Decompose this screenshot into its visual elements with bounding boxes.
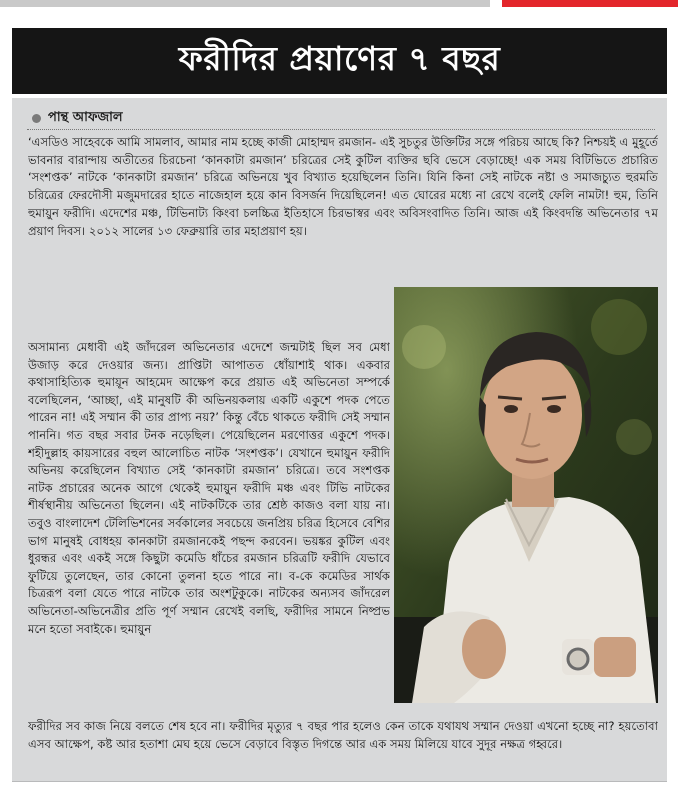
paragraph-intro: ‘এসডিও সাহেবকে আমি সামলাব, আমার নাম হচ্ছে কাজী মোহাম্মদ রমজান- এই সুচতুর উক্তিটির সঙ্গে পরিচয় আছে কি? নিশ্চয়ই এ মুহূর্তে ভাবনার বারান্দায় অতীতের চিরচেনা ‘কানকাটা রমজান’ চরিত্রের সেই কুটিল ব্যক্তির ছবি ভেসে বেড়াচ্ছে! এক সময় বিটিভিতে প্রচারিত ‘সংশপ্তক’ নাটকে ‘কানকাটা রমজান’ চরিত্রে অভিনয়ে খুব বিখ্যাত হয়েছিলেন তিনি। যিনি কিনা সেই নাটকে নষ্টা ও সমাজচ্যুত হুরমতি চরিত্রের ফেরদৌসী মজুমদারের হাতে নাজেহাল হয়ে কান বিসর্জন দিয়েছিলেন! এত ঘোরের মধ্যে না রেখে বলেই ফেলি নামটা! হুম, তিনি হুমায়ুন ফরীদি। এদেশের মঞ্চ, টিভিনাট্য কিংবা চলচ্চিত্র ইতিহাসে চিরভাস্বর এবং অবিসংবাদিত তিনি। আজ এই কিংবদন্তি অভিনেতার ৭ম প্রয়াণ দিবস। ২০১২ সালের ১৩ ফেব্রুয়ারি তার মহাপ্রয়াণ হয়। bbox=[28, 135, 658, 238]
author-name: পান্থ আফজাল bbox=[48, 110, 123, 125]
byline bbox=[32, 108, 123, 129]
portrait-illustration bbox=[394, 287, 658, 703]
paragraph-side-column: অসামান্য মেধাবী এই জাঁদরেল অভিনেতার এদেশে জন্মটাই ছিল সব মেধা উজাড় করে দেওয়ার জন্য। প্রাপ্তিটা আপাতত ধোঁয়াশাই থাক। একবার কথাসাহিত্যিক হুমায়ূন আহমেদ আক্ষেপ করে প্রয়াত এই অভিনেতা সম্পর্কে বলেছিলেন, ‘আচ্ছা, এই মানুষটি কী অভিনয়কলায় একটি একুশে পদক পেতে পারেন না! এই সম্মান কী তার প্রাপ্য নয়?’ কিন্তু বেঁচে থাকতে ফরীদি সেই সম্মান পাননি। গত বছর সবার টনক নড়েছিল। পেয়েছিলেন মরণোত্তর একুশে পদক। শহীদুল্লাহ কায়সারের বহুল আলোচিত নাটক ‘সংশপ্তক’। যেখানে হুমায়ুন ফরীদি অভিনয় করেছিলেন বিখ্যাত সেই ‘কানকাটা রমজান’ চরিত্রে। তবে সংশপ্তক নাটক প্রচারের অনেক আগে থেকেই হুমায়ুন ফরীদি মঞ্চ এবং টিভি নাটকের শীর্ষস্থানীয় অভিনেতা ছিলেন। এই নাটকটিকে তার শ্রেষ্ঠ কাজও বলা যায় না। তবুও বাংলাদেশ টেলিভিশনের সর্বকালের সবচেয়ে জনপ্রিয় চরিত্র হিসেবে বেশির ভাগ মানুষই বোধহয় কানকাটা রমজানকেই পছন্দ করবেন। ভয়ঙ্কর কুটিল এবং ধুরন্ধর এবং একই সঙ্গে কিছুটা কমেডি ধাঁচের রমজান চরিত্রটি ফরীদি যেভাবে ফুটিয়ে তুলেছেন, তার কোনো তুলনা হতে পারে না। ব-কে কমেডির সার্থক চিত্ররূপ বলা যেতে পারে নাটকে তার অংশটুকুকে। নাটকের অন্যসব জাঁদরেল অভিনেতা-অভিনেত্রীর প্রতি পূর্ণ সম্মান রেখেই বলছি, ফরীদির সামনে নিষ্প্রভ মনে হতো সবাইকে। হুমায়ুন bbox=[28, 340, 390, 636]
top-gray-rule bbox=[0, 0, 490, 7]
portrait-photo bbox=[394, 287, 658, 703]
headline-banner bbox=[12, 28, 667, 94]
article-body bbox=[12, 98, 667, 782]
paragraph-closing: ফরীদির সব কাজ নিয়ে বলতে শেষ হবে না। ফরীদির মৃত্যুর ৭ বছর পার হলেও কেন তাকে যথাযথ সম্মান দেওয়া এখনো হচ্ছে না? হয়তোবা এসব আক্ষেপ, কষ্ট আর হতাশা মেঘ হয়ে ভেসে বেড়াবে বিস্তৃত দিগন্তে আর এক সময় মিলিয়ে যাবে সুদূর নক্ষত্র গহ্বরে। bbox=[28, 719, 658, 751]
bullet-icon bbox=[32, 114, 41, 123]
byline-divider bbox=[27, 129, 655, 130]
headline: ফরীদির প্রয়াণের ৭ বছর bbox=[178, 39, 501, 78]
top-red-rule bbox=[502, 0, 678, 7]
